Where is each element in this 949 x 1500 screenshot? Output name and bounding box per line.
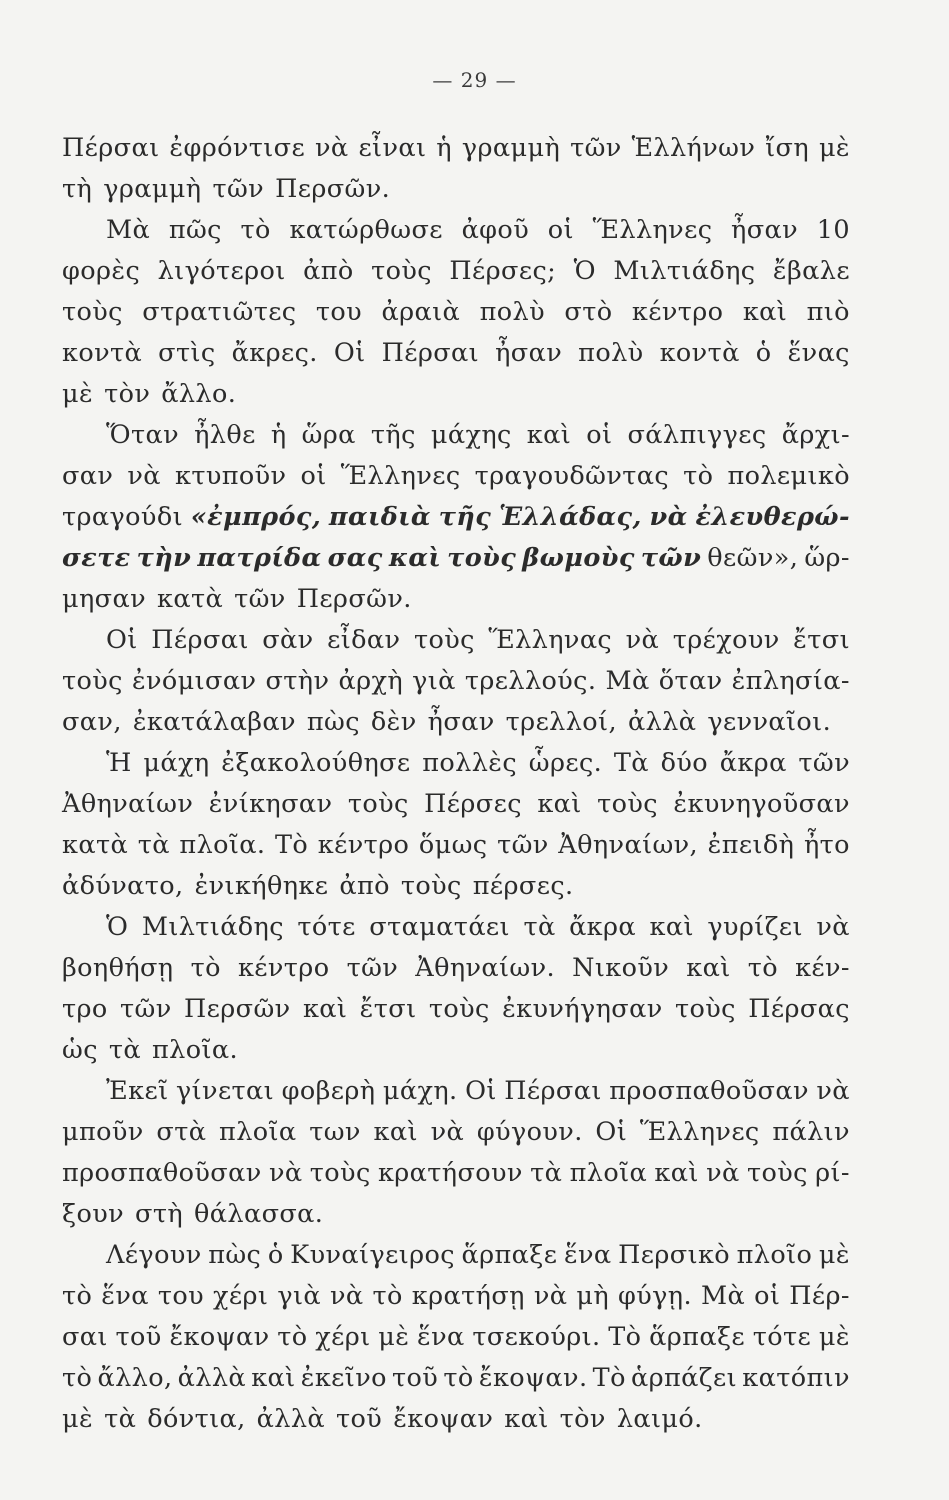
word: πολὺ <box>578 338 644 368</box>
word: ἀλλὰ <box>256 1404 326 1434</box>
word: στὴν <box>265 666 330 696</box>
word: ἐλευθερώ- <box>695 502 850 532</box>
word: ἐνικήθηκε <box>194 871 329 901</box>
word: ἅρπαξε <box>649 1322 746 1352</box>
word: καὶ <box>742 297 788 327</box>
text-line <box>62 1317 850 1358</box>
word: Ἕλληνας <box>488 625 613 655</box>
word: φύγουν. <box>476 1117 583 1147</box>
word: κατὰ <box>62 830 129 860</box>
word: προσπαθοῦσαν <box>609 1076 809 1106</box>
word: μησαν <box>62 584 146 614</box>
word: τρο <box>62 994 108 1024</box>
word: τὸ <box>683 461 714 491</box>
word: Ἡ <box>106 748 132 778</box>
word: τοὺς <box>597 789 658 819</box>
text-line <box>62 1112 850 1153</box>
word: Ἕλληνες <box>340 461 461 491</box>
word: τοῦ <box>115 1322 162 1352</box>
word: τὸ <box>62 1281 93 1311</box>
word: δὲν <box>370 707 417 737</box>
text-line <box>62 415 850 456</box>
word: φοβερὴ <box>281 1076 376 1106</box>
word: μὲ <box>62 1404 94 1434</box>
word: τοὺς <box>371 256 432 286</box>
word: Πέρσαι <box>381 338 480 368</box>
word: ὁ <box>755 338 772 368</box>
word: μποῦν <box>62 1117 144 1147</box>
word: ἐκατάλαβαν <box>132 707 296 737</box>
word: γιὰ <box>412 666 456 696</box>
word: τὸν <box>559 1404 606 1434</box>
word: Ἀθηναίων. <box>415 953 556 983</box>
word: κρατήσῃ <box>411 1281 525 1311</box>
word: ἕνα <box>417 1322 465 1352</box>
word: νὰ <box>127 461 161 491</box>
word: ἐπλησία- <box>731 666 850 696</box>
word: ἐκυνήγησαν <box>502 994 663 1024</box>
word: καὶ <box>654 1158 699 1188</box>
word: τρελλοί, <box>505 707 617 737</box>
word: κρατήσουν <box>377 1158 523 1188</box>
word: τσεκούρι. <box>472 1322 601 1352</box>
body-text <box>62 128 850 1440</box>
word: οἱ <box>754 1281 781 1311</box>
word: ἅρπαξε <box>461 1240 558 1270</box>
word: ὅμως <box>418 830 488 860</box>
word: πολεμικὸ <box>727 461 850 491</box>
word: ξουν <box>62 1199 125 1229</box>
word: πέρσες. <box>472 871 574 901</box>
word: Πέρσαι <box>62 133 160 163</box>
word: τοὺς <box>309 1158 371 1188</box>
word: στὰ <box>156 1117 207 1147</box>
text-line <box>62 456 850 497</box>
word: γίνεται <box>176 1076 275 1106</box>
word: βωμοὺς <box>522 543 635 573</box>
text-line <box>62 497 850 538</box>
text-line <box>62 1235 850 1276</box>
word: μὲ <box>378 1322 410 1352</box>
word: πιὸ <box>806 297 850 327</box>
word: τοὺς <box>428 994 490 1024</box>
word: καὶ <box>388 543 442 573</box>
word: μάχη <box>143 748 210 778</box>
word: ἦσαν <box>731 215 799 245</box>
word: 10 <box>816 215 850 245</box>
word: Ἕλληνες <box>592 215 713 245</box>
word: Πέρσας <box>748 994 850 1024</box>
word: τὸν <box>104 379 151 409</box>
word: καὶ <box>686 953 731 983</box>
text-line <box>62 1030 850 1071</box>
word: κέντρο <box>631 297 724 327</box>
word: τῶν <box>346 953 399 983</box>
word: νὰ <box>816 912 850 942</box>
word: ἁρπάζει <box>631 1363 738 1393</box>
word: γραμμὴ <box>103 174 202 204</box>
text-line <box>62 1276 850 1317</box>
word: μὴ <box>576 1281 609 1311</box>
word: κέντρο <box>317 830 410 860</box>
word: σὰν <box>262 625 314 655</box>
word: Πέρσαι <box>504 1076 602 1106</box>
text-line <box>62 702 850 743</box>
word: λιγότεροι <box>157 256 286 286</box>
word: κατόπιν <box>742 1363 850 1393</box>
word: οἱ <box>586 420 613 450</box>
word: τοὺς <box>62 666 123 696</box>
word: στὸ <box>564 297 613 327</box>
word: του <box>157 1281 205 1311</box>
word: μάχης <box>430 420 512 450</box>
word: Μιλτιάδης <box>141 912 284 942</box>
word: τοὺς <box>746 1158 808 1188</box>
text-line <box>62 620 850 661</box>
word: καὶ <box>251 1363 296 1393</box>
word: πάλιν <box>772 1117 850 1147</box>
word: πολὺ <box>479 297 545 327</box>
word: ἔτσι <box>359 994 417 1024</box>
word: Τὸ <box>275 830 309 860</box>
word: Περσικὸ <box>618 1240 731 1270</box>
word: πλοῖα <box>569 1158 648 1188</box>
word: Ἑλλάδας, <box>498 502 642 532</box>
word: πὼς <box>306 707 360 737</box>
word: Οἱ <box>333 338 366 368</box>
text-line <box>62 1194 850 1235</box>
word: Ὁ <box>573 256 596 286</box>
word: τῶν <box>212 174 265 204</box>
word: ρί- <box>815 1158 850 1188</box>
word: Ἕλληνες <box>639 1117 760 1147</box>
word: πλοῖα <box>219 1117 297 1147</box>
word: μὲ <box>818 1322 850 1352</box>
word: ἀραιὰ <box>381 297 461 327</box>
text-line <box>62 948 850 989</box>
word: τραγούδι <box>62 502 183 532</box>
word: σας <box>327 543 383 573</box>
word: Μὰ <box>106 215 151 245</box>
word: φορὲς <box>62 256 141 286</box>
text-line <box>62 333 850 374</box>
word: Μιλτιάδης <box>613 256 756 286</box>
word: Πέρσαι <box>151 625 249 655</box>
word: ἕνα <box>563 1240 612 1270</box>
word: ἀλλὰ <box>177 1363 247 1393</box>
word: ὥρ- <box>804 543 850 573</box>
word: ἔκοψαν <box>393 1404 494 1434</box>
word: Μὰ <box>605 666 650 696</box>
word: Οἱ <box>106 625 138 655</box>
word: ἀφοῦ <box>461 215 530 245</box>
word: ἔτσι <box>793 625 850 655</box>
word: τῆς <box>370 420 416 450</box>
text-line <box>62 538 850 579</box>
word: τὸ <box>443 1363 474 1393</box>
word: κατώρθωσε <box>289 215 443 245</box>
word: ἔκοψαν. <box>478 1363 588 1393</box>
text-line <box>62 661 850 702</box>
word: Περσῶν <box>184 994 291 1024</box>
word: μὲ <box>62 379 94 409</box>
text-line <box>62 251 850 292</box>
word: Ἐκεῖ <box>106 1076 169 1106</box>
text-line <box>62 374 850 415</box>
word: τοῦ <box>336 1404 383 1434</box>
text-line <box>62 743 850 784</box>
word: νὰ <box>268 1158 303 1188</box>
word: τὰ <box>523 912 556 942</box>
word: πὼς <box>208 1240 262 1270</box>
word: δόντια, <box>147 1404 246 1434</box>
word: σαι <box>62 1322 108 1352</box>
word: νὰ <box>649 502 688 532</box>
word: τρελλούς. <box>464 666 597 696</box>
word: χέρι <box>315 1322 371 1352</box>
word: γενναῖοι. <box>707 707 832 737</box>
word: τῶν <box>120 994 172 1024</box>
word: τοὺς <box>413 625 475 655</box>
word: πλοῖα. <box>152 1035 239 1065</box>
word: καὶ <box>373 1117 418 1147</box>
text-line <box>62 907 850 948</box>
word: πολλὲς <box>422 748 518 778</box>
word: «ἐμπρός, <box>190 502 322 532</box>
word: γυρίζει <box>707 912 803 942</box>
word: τοὺς <box>62 297 123 327</box>
word: ἄλλο. <box>161 379 237 409</box>
word: καὶ <box>649 912 694 942</box>
word: εἶδαν <box>327 625 401 655</box>
text-line <box>62 1399 850 1440</box>
word: ἄκρα <box>569 912 637 942</box>
word: εἶναι <box>358 133 427 163</box>
word: τὴ <box>62 174 93 204</box>
word: ἕνα <box>101 1281 149 1311</box>
word: τοῦ <box>392 1363 439 1393</box>
word: ἦλθε <box>194 420 256 450</box>
text-line <box>62 1153 850 1194</box>
word: Οἱ <box>595 1117 628 1147</box>
word: ὧρες. <box>528 748 603 778</box>
word: καὶ <box>526 420 572 450</box>
word: ἐξακολούθησε <box>221 748 411 778</box>
word: νὰ <box>816 1076 850 1106</box>
word: τὸ <box>372 1281 403 1311</box>
word: ὅταν <box>658 666 723 696</box>
word: ἡ <box>436 133 452 163</box>
word: στρατιῶτες <box>142 297 297 327</box>
word: κοντὰ <box>62 338 143 368</box>
word: πατρίδα <box>197 543 322 573</box>
word: τοὺς <box>400 871 462 901</box>
text-line <box>62 169 850 210</box>
word: κατὰ <box>156 584 224 614</box>
page-number: — 29 — <box>432 68 517 92</box>
word: μὲ <box>818 133 850 163</box>
word: ὡς <box>62 1035 98 1065</box>
word: τὸ <box>747 953 778 983</box>
word: ἦτο <box>803 830 850 860</box>
word: νὰ <box>315 133 349 163</box>
word: τῶν <box>234 584 286 614</box>
word: θάλασσα. <box>194 1199 324 1229</box>
word: τὰ <box>530 1158 563 1188</box>
word: ἐνίκησαν <box>208 789 333 819</box>
word: ἀλλὰ <box>627 707 697 737</box>
word: Πέρσες <box>424 789 522 819</box>
word: κοντὰ <box>659 338 740 368</box>
word: τοὺς <box>675 994 736 1024</box>
word: τραγουδῶντας <box>474 461 670 491</box>
word: ἕνας <box>787 338 850 368</box>
word: ἐκυνηγοῦσαν <box>673 789 850 819</box>
word: ἀδύνατο, <box>62 871 184 901</box>
word: σαν, <box>62 707 122 737</box>
word: νὰ <box>329 1281 364 1311</box>
word: Μὰ <box>700 1281 746 1311</box>
word: καὶ <box>537 789 582 819</box>
word: ἄρχι- <box>781 420 850 450</box>
word: βοηθήσῃ <box>62 953 174 983</box>
word: ἄλλο, <box>97 1363 173 1393</box>
word: Πέρ- <box>789 1281 850 1311</box>
word: ἴση <box>765 133 810 163</box>
word: των <box>309 1117 361 1147</box>
word: τοὺς <box>447 543 517 573</box>
word: πλοῖο <box>736 1240 813 1270</box>
word: καὶ <box>504 1404 549 1434</box>
word: τῶν <box>570 133 622 163</box>
word: ἐφρόντισε <box>169 133 306 163</box>
text-line <box>62 989 850 1030</box>
word: τὰ <box>104 1404 137 1434</box>
word: Πέρσες; <box>449 256 557 286</box>
word: στὴ <box>135 1199 184 1229</box>
word: τρέχουν <box>672 625 780 655</box>
word: Ἀθηναίων <box>62 789 194 819</box>
word: Περσῶν. <box>275 174 391 204</box>
word: ἦσαν <box>427 707 495 737</box>
word: λαιμό. <box>616 1404 703 1434</box>
word: προσπαθοῦσαν <box>62 1158 262 1188</box>
word: Ὁ <box>106 912 129 942</box>
text-line <box>62 784 850 825</box>
word: παιδιὰ <box>328 502 431 532</box>
word: τοὺς <box>347 789 409 819</box>
word: ἐνόμισαν <box>131 666 257 696</box>
word: τὸ <box>190 953 221 983</box>
word: σαν <box>62 461 114 491</box>
word: τὸ <box>62 1363 93 1393</box>
word: ὁ <box>267 1240 284 1270</box>
word: Οἱ <box>465 1076 497 1106</box>
word: νὰ <box>533 1281 568 1311</box>
word: Περσῶν. <box>296 584 412 614</box>
word: Τὸ <box>608 1322 642 1352</box>
word: ἐπειδὴ <box>707 830 795 860</box>
text-line <box>62 292 850 333</box>
word: σάλπιγγες <box>627 420 767 450</box>
text-line <box>62 825 850 866</box>
word: τὰ <box>137 830 170 860</box>
word: οἱ <box>547 215 574 245</box>
word: σετε <box>62 543 131 573</box>
word: γιὰ <box>277 1281 321 1311</box>
word: πλοῖα. <box>179 830 266 860</box>
word: ἦσαν <box>495 338 563 368</box>
word: θεῶν», <box>707 543 799 573</box>
word: Κυναίγειρος <box>290 1240 455 1270</box>
text-line <box>62 866 850 907</box>
word: καὶ <box>302 994 348 1024</box>
word: Ἀθηναίων, <box>558 830 699 860</box>
word: Λέγουν <box>106 1240 202 1270</box>
word: τὸ <box>277 1322 308 1352</box>
word: ἄκρα <box>719 748 787 778</box>
word: ἀρχὴ <box>338 666 404 696</box>
text-line <box>62 1358 850 1399</box>
word: κτυποῦν <box>175 461 287 491</box>
word: κέν- <box>795 953 850 983</box>
word: μὲ <box>818 1240 850 1270</box>
word: ἔβαλε <box>772 256 850 286</box>
word: ἡ <box>270 420 287 450</box>
word: τῆς <box>438 502 492 532</box>
word: ὥρα <box>301 420 356 450</box>
word: νὰ <box>625 625 660 655</box>
word: Τὰ <box>613 748 649 778</box>
text-line <box>62 210 850 251</box>
word: ἀπὸ <box>339 871 390 901</box>
word: κέντρο <box>237 953 330 983</box>
word: τῶν <box>640 543 702 573</box>
word: Ἑλλήνων <box>631 133 756 163</box>
text-line <box>62 579 850 620</box>
word: τὰ <box>108 1035 142 1065</box>
word: Ὅταν <box>106 420 180 450</box>
word: νὰ <box>706 1158 740 1188</box>
word: ἐκεῖνο <box>300 1363 387 1393</box>
word: τότε <box>297 912 356 942</box>
word: πῶς <box>168 215 222 245</box>
word: Νικοῦν <box>572 953 670 983</box>
word: ἀπὸ <box>303 256 354 286</box>
word: ἔκοψαν <box>169 1322 270 1352</box>
word: χέρι <box>213 1281 269 1311</box>
word: γραμμὴ <box>461 133 561 163</box>
word: σταματάει <box>369 912 510 942</box>
word: οἱ <box>300 461 327 491</box>
word: δύο <box>660 748 709 778</box>
word: του <box>315 297 363 327</box>
word: τῶν <box>798 748 850 778</box>
word: φύγῃ. <box>618 1281 692 1311</box>
word: τὸ <box>240 215 271 245</box>
word: τὴν <box>136 543 192 573</box>
word: μάχη. <box>382 1076 458 1106</box>
text-line <box>62 128 850 169</box>
word: ἄκρες. <box>231 338 318 368</box>
word: νὰ <box>430 1117 465 1147</box>
word: τῶν <box>497 830 549 860</box>
word: τότε <box>752 1322 812 1352</box>
text-line <box>62 1071 850 1112</box>
word: Τὸ <box>592 1363 626 1393</box>
word: στὶς <box>158 338 216 368</box>
